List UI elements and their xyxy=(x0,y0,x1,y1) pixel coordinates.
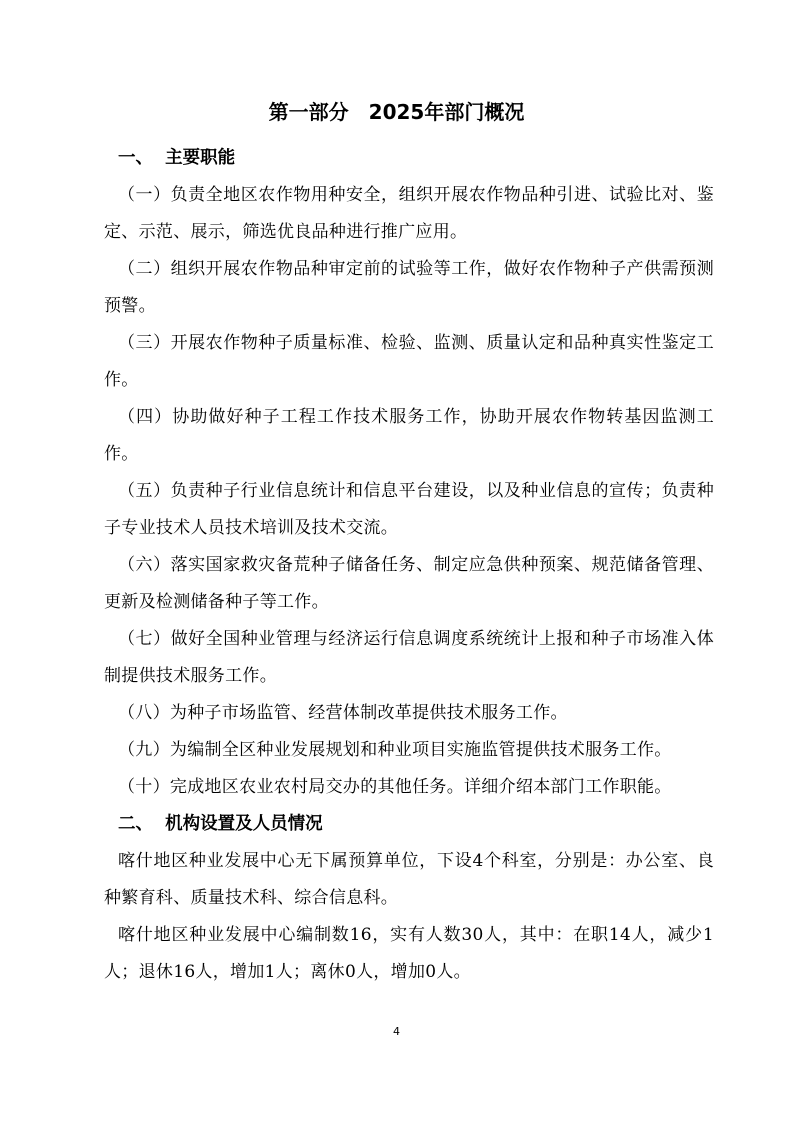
paragraph: （四）协助做好种子工程工作技术服务工作，协助开展农作物转基因监测工作。 xyxy=(104,407,714,464)
page-number: 4 xyxy=(393,1025,400,1038)
paragraph: （八）为种子市场监管、经营体制改革提供技术服务工作。 xyxy=(118,703,568,723)
section-heading-functions: 一、 主要职能 xyxy=(118,148,236,168)
paragraph: （二）组织开展农作物品种审定前的试验等工作，做好农作物种子产供需预测预警。 xyxy=(104,259,714,316)
paragraph: （十）完成地区农业农村局交办的其他任务。详细介绍本部门工作职能。 xyxy=(118,777,672,797)
document-body xyxy=(104,140,714,991)
paragraph: （六）落实国家救灾备荒种子储备任务、制定应急供种预案、规范储备管理、更新及检测储备种子等工作。 xyxy=(104,555,714,612)
paragraph: （七）做好全国种业管理与经济运行信息调度系统统计上报和种子市场准入体制提供技术服务工作。 xyxy=(104,629,714,686)
paragraph: 喀什地区种业发展中心无下属预算单位，下设4个科室，分别是：办公室、良种繁育科、质量技术科、综合信息科。 xyxy=(104,851,714,908)
paragraph: （九）为编制全区种业发展规划和种业项目实施监管提供技术服务工作。 xyxy=(118,740,672,760)
paragraph: （一）负责全地区农作物用种安全，组织开展农作物品种引进、试验比对、鉴定、示范、展示，筛选优良品种进行推广应用。 xyxy=(104,185,714,242)
paragraph: 喀什地区种业发展中心编制数16，实有人数30人，其中：在职14人，减少1人；退休16人，增加1人；离休0人，增加0人。 xyxy=(104,925,714,982)
page-title: 第一部分 2025年部门概况 xyxy=(268,100,525,124)
section-heading-organization: 二、 机构设置及人员情况 xyxy=(118,814,323,834)
paragraph: （三）开展农作物种子质量标准、检验、监测、质量认定和品种真实性鉴定工作。 xyxy=(104,333,714,390)
paragraph: （五）负责种子行业信息统计和信息平台建设，以及种业信息的宣传；负责种子专业技术人员技术培训及技术交流。 xyxy=(104,481,714,538)
